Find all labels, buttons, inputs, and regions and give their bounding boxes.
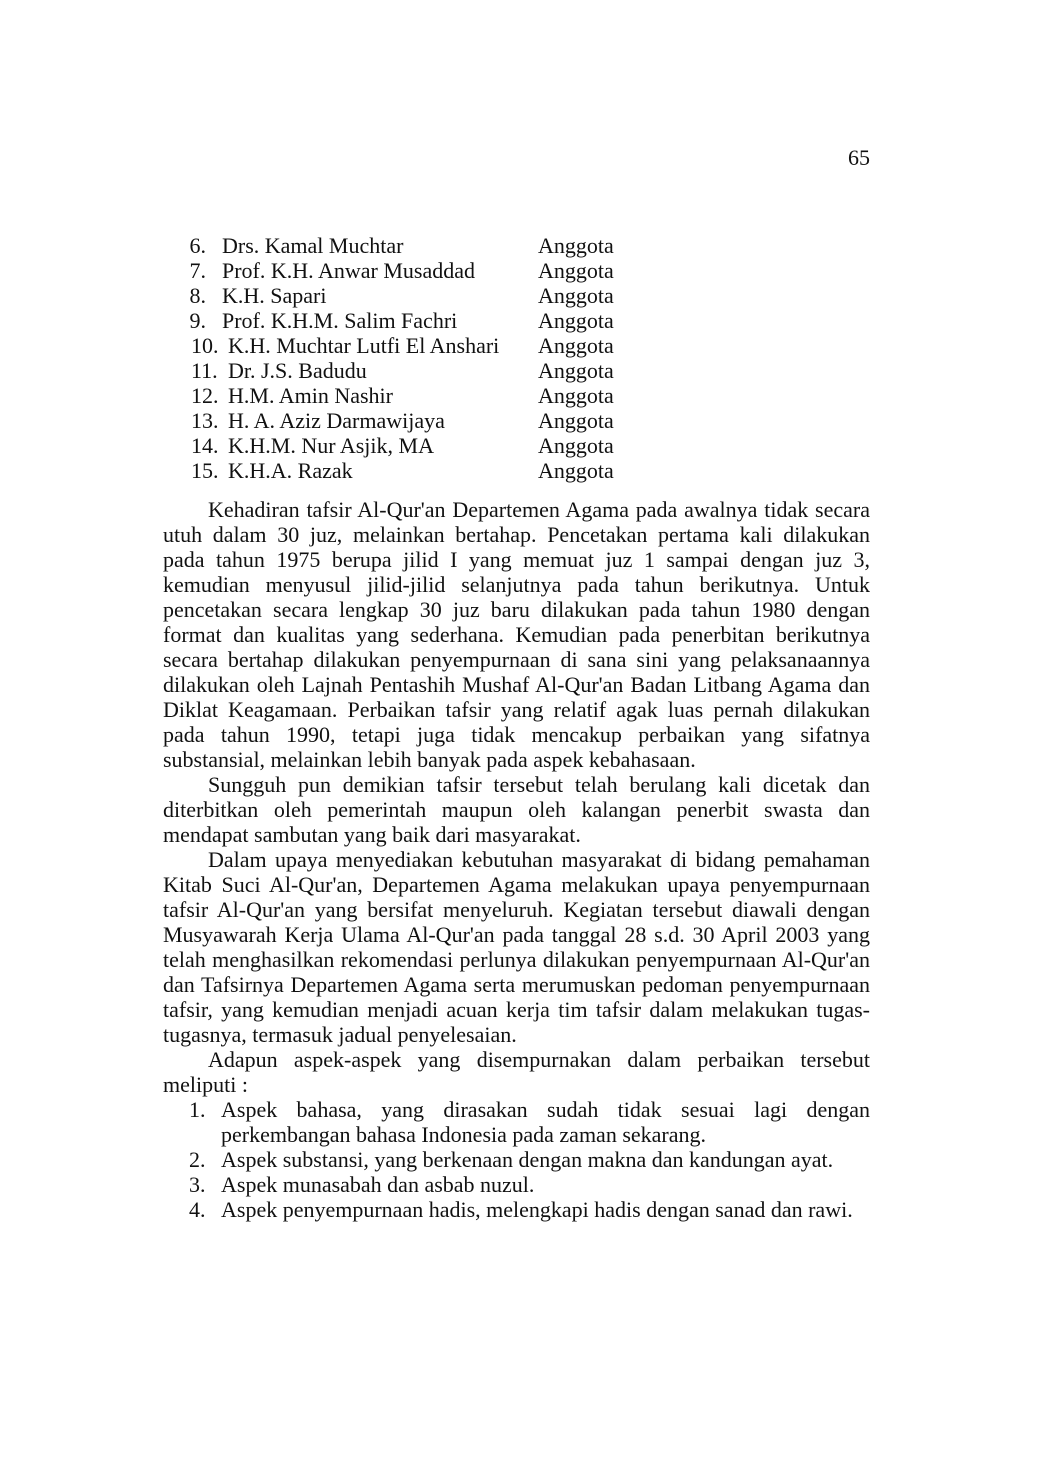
member-name: H.M. Amin Nashir [228,383,393,408]
member-number: 7. [189,258,206,283]
list-item-number: 3. [189,1172,206,1197]
member-name: Drs. Kamal Muchtar [222,233,404,258]
list-item [163,1147,870,1172]
member-role: Anggota [538,283,614,308]
member-row [0,308,1038,333]
member-role: Anggota [538,233,614,258]
member-row [0,408,1038,433]
member-number: 13. [191,408,219,433]
member-name: H. A. Aziz Darmawijaya [228,408,445,433]
member-role: Anggota [538,433,614,458]
member-number: 15. [191,458,219,483]
body-text [163,497,870,1222]
member-role: Anggota [538,358,614,383]
member-name: K.H. Muchtar Lutfi El Anshari [228,333,500,358]
member-role: Anggota [538,458,614,483]
member-list [0,233,1038,483]
member-role: Anggota [538,383,614,408]
paragraph: Adapun aspek-aspek yang disempurnakan dalam perbaikan tersebut meliputi : [163,1047,870,1097]
member-number: 8. [189,283,206,308]
member-number: 14. [191,433,219,458]
member-name: Dr. J.S. Badudu [228,358,367,383]
member-row [0,258,1038,283]
list-item-number: 2. [189,1147,206,1172]
member-row [0,283,1038,308]
list-item [163,1097,870,1147]
member-name: Prof. K.H. Anwar Musaddad [222,258,475,283]
member-row [0,433,1038,458]
member-name: Prof. K.H.M. Salim Fachri [222,308,458,333]
member-row [0,383,1038,408]
member-name: K.H.M. Nur Asjik, MA [228,433,434,458]
member-number: 11. [191,358,218,383]
member-number: 9. [189,308,206,333]
member-row [0,458,1038,483]
paragraph: Kehadiran tafsir Al-Qur'an Departemen Agama pada awalnya tidak secara utuh dalam 30 juz, melainkan bertahap. Pencetakan pertama kali dilakukan pada tahun 1975 berupa jilid I yang memuat juz 1 sampai dengan juz 3, kemudian menyusul jilid-jilid selanjutnya pada tahun berikutnya. Untuk pencetakan secara lengkap 30 juz baru dilakukan pada tahun 1980 dengan format dan kualitas yang sederhana. Kemudian pada penerbitan berikutnya secara bertahap dilakukan penyempurnaan di sana sini yang pelaksanaannya dilakukan oleh Lajnah Pentashih Mushaf Al-Qur'an Badan Litbang Agama dan Diklat Keagamaan. Perbaikan tafsir yang relatif agak luas pernah dilakukan pada tahun 1990, tetapi juga tidak mencakup perbaikan yang sifatnya substansial, melainkan lebih banyak pada aspek kebahasaan. [163,497,870,772]
member-row [0,358,1038,383]
member-role: Anggota [538,408,614,433]
aspect-list [163,1097,870,1222]
list-item-number: 4. [189,1197,206,1222]
member-role: Anggota [538,258,614,283]
list-item-text: Aspek substansi, yang berkenaan dengan makna dan kandungan ayat. [221,1147,834,1172]
member-row [0,233,1038,258]
page-number: 65 [848,145,870,170]
list-item [163,1172,870,1197]
member-row [0,333,1038,358]
member-role: Anggota [538,308,614,333]
list-item-text: Aspek bahasa, yang dirasakan sudah tidak sesuai lagi dengan perkembangan bahasa Indonesia pada zaman sekarang. [221,1097,870,1147]
paragraph: Sungguh pun demikian tafsir tersebut telah berulang kali dicetak dan diterbitkan oleh pemerintah maupun oleh kalangan penerbit swasta dan mendapat sambutan yang baik dari masyarakat. [163,772,870,847]
member-number: 10. [191,333,219,358]
member-name: K.H. Sapari [222,283,327,308]
paragraph: Dalam upaya menyediakan kebutuhan masyarakat di bidang pemahaman Kitab Suci Al-Qur'an, Departemen Agama melakukan upaya penyempurnaan tafsir Al-Qur'an yang bersifat menyeluruh. Kegiatan tersebut diawali dengan Musyawarah Kerja Ulama Al-Qur'an pada tanggal 28 s.d. 30 April 2003 yang telah menghasilkan rekomendasi perlunya dilakukan penyempurnaan Al-Qur'an dan Tafsirnya Departemen Agama serta merumuskan pedoman penyempurnaan tafsir, yang kemudian menjadi acuan kerja tim tafsir dalam melakukan tugas-tugasnya, termasuk jadual penyelesaian. [163,847,870,1047]
list-item-text: Aspek penyempurnaan hadis, melengkapi hadis dengan sanad dan rawi. [221,1197,853,1222]
member-number: 6. [189,233,206,258]
list-item-number: 1. [189,1097,206,1122]
member-role: Anggota [538,333,614,358]
member-name: K.H.A. Razak [228,458,353,483]
list-item [163,1197,870,1222]
list-item-text: Aspek munasabah dan asbab nuzul. [221,1172,535,1197]
member-number: 12. [191,383,219,408]
